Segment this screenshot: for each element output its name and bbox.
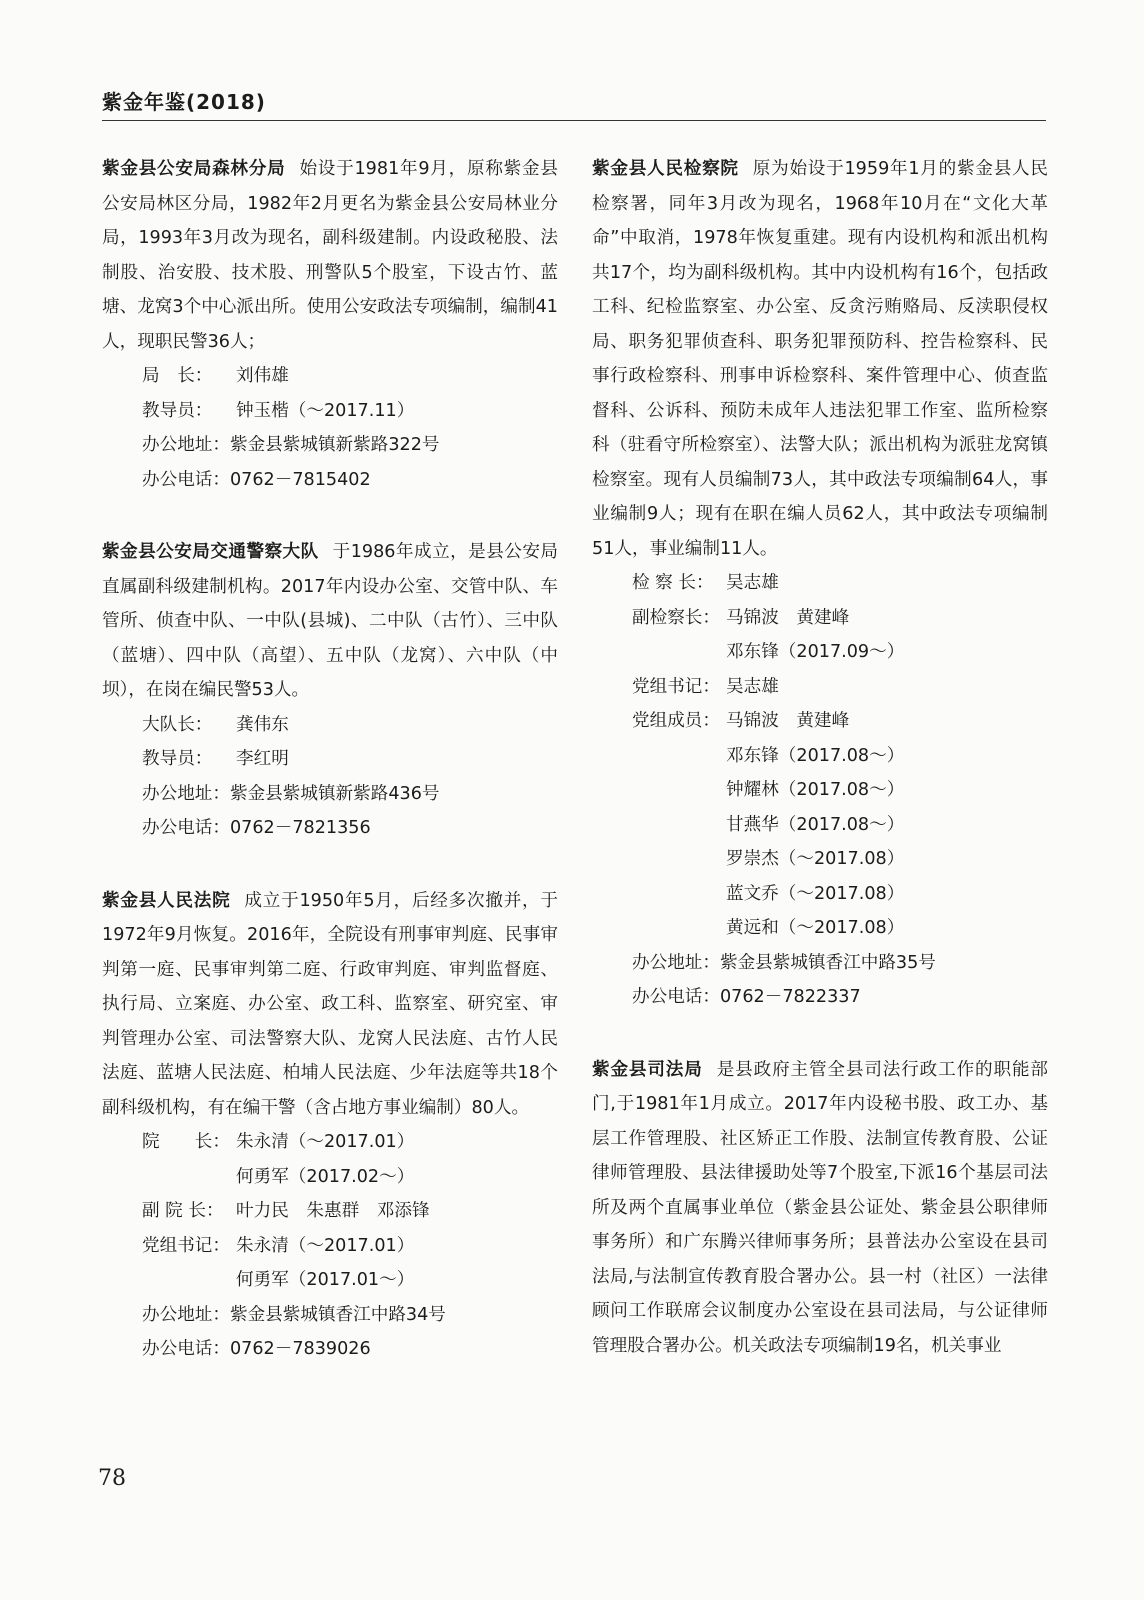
- entry-traffic-police: [102, 535, 558, 846]
- entry-people-court: [102, 884, 558, 1367]
- personnel-row: [102, 394, 558, 429]
- person-name: 罗崇杰（～2017.08）: [726, 849, 905, 869]
- entry-description: 是县政府主管全县司法行政工作的职能部门,于1981年1月成立。2017年内设秘书股、政工办、基层工作管理股、社区矫正工作股、法制宣传教育股、公证律师管理股、县法律援助处等7个股室,下派16个基层司法所及两个直属事业单位（紫金县公证处、紫金县公职律师事务所）和广东腾兴律师事务所；县普法办公室设在县司法局,与法制宣传教育股合署办公。县一村（社区）一法律顾问工作联席会议制度办公室设在县司法局，与公证律师管理股合署办公。机关政法专项编制19名，机关事业: [592, 1059, 1048, 1356]
- role-label: 检 察 长：: [632, 573, 714, 593]
- role-label: [632, 635, 726, 670]
- personnel-list: [102, 1125, 558, 1298]
- personnel-row: [592, 670, 1048, 705]
- person-name: 刘伟雄: [236, 366, 289, 386]
- person-name: 邓东锋（2017.09～）: [726, 642, 905, 662]
- office-address: 办公地址：紫金县紫城镇香江中路34号: [142, 1304, 446, 1325]
- personnel-row: [592, 911, 1048, 946]
- role-label: [142, 1160, 236, 1195]
- person-name: 马锦波 黄建峰: [726, 607, 850, 628]
- personnel-row: [102, 742, 558, 777]
- person-name: 叶力民 朱惠群 邓添锋: [236, 1201, 430, 1221]
- person-name: 何勇军（2017.02～）: [236, 1166, 415, 1187]
- entry-text: [102, 884, 558, 1126]
- entry-text: [592, 1053, 1048, 1364]
- page-number: 78: [98, 1466, 126, 1491]
- role-label: 教导员：: [142, 749, 213, 769]
- entry-text: [592, 152, 1048, 566]
- entry-description: 成立于1950年5月，后经多次撤并，于1972年9月恢复。2016年，全院设有刑事审判庭、民事审判第一庭、民事审判第二庭、行政审判庭、审判监督庭、执行局、立案庭、办公室、政工科、监察室、研究室、审判管理办公室、司法警察大队、龙窝人民法庭、古竹人民法庭、蓝塘人民法庭、柏埔人民法庭、少年法庭等共18个副科级机构，有在编干警（含占地方事业编制）80人。: [102, 890, 558, 1118]
- person-name: 何勇军（2017.01～）: [236, 1270, 415, 1290]
- role-label: 党组书记：: [632, 676, 720, 697]
- person-name: 吴志雄: [726, 573, 779, 593]
- personnel-row: [592, 739, 1048, 774]
- personnel-list: [592, 566, 1048, 946]
- office-phone: 办公电话：0762－7839026: [142, 1339, 371, 1359]
- entry-name: 紫金县司法局: [592, 1059, 703, 1080]
- entry-justice-bureau: [592, 1053, 1048, 1364]
- office-phone: 办公电话：0762－7815402: [142, 469, 371, 490]
- personnel-row: [102, 1229, 558, 1264]
- person-name: 蓝文乔（～2017.08）: [726, 883, 905, 904]
- personnel-row: [592, 704, 1048, 739]
- role-label: [632, 773, 726, 808]
- entry-description: 于1986年成立，是县公安局直属副科级建制机构。2017年内设办公室、交管中队、车管所、侦查中队、一中队(县城)、二中队（古竹）、三中队（蓝塘）、四中队（高望）、五中队（龙窝）、六中队（中坝），在岗在编民警53人。: [102, 542, 558, 700]
- office-phone: 办公电话：0762－7821356: [142, 818, 371, 838]
- entry-name: 紫金县人民法院: [102, 890, 231, 911]
- entry-name: 紫金县人民检察院: [592, 159, 739, 179]
- role-label: 副 院 长：: [142, 1201, 224, 1221]
- personnel-row: [592, 601, 1048, 636]
- role-label: 院 长：: [142, 1132, 230, 1152]
- personnel-row: [592, 842, 1048, 877]
- office-address: 办公地址：紫金县紫城镇香江中路35号: [632, 952, 936, 973]
- role-label: 教导员：: [142, 400, 213, 421]
- personnel-list: [102, 708, 558, 777]
- person-name: 朱永清（～2017.01）: [236, 1235, 415, 1256]
- office-phone: 办公电话：0762－7822337: [632, 987, 861, 1007]
- role-label: 局 长：: [142, 366, 213, 386]
- entry-text: [102, 535, 558, 708]
- entry-text: [102, 152, 558, 359]
- role-label: [142, 1263, 236, 1298]
- person-name: 李红明: [236, 749, 289, 769]
- entry-description: 始设于1981年9月，原称紫金县公安局林区分局，1982年2月更名为紫金县公安局林业分局，1993年3月改为现名，副科级建制。内设政秘股、法制股、治安股、技术股、刑警队5个股室，下设古竹、蓝塘、龙窝3个中心派出所。使用公安政法专项编制，编制41人，现职民警36人；: [102, 159, 558, 352]
- personnel-list: [102, 359, 558, 428]
- person-name: 黄远和（～2017.08）: [726, 918, 905, 938]
- person-name: 马锦波 黄建峰: [726, 711, 850, 731]
- personnel-row: [592, 635, 1048, 670]
- person-name: 钟耀林（2017.08～）: [726, 780, 905, 800]
- entry-forest-police: [102, 152, 558, 497]
- yearbook-title: 紫金年鉴(2018): [102, 90, 266, 114]
- role-label: 副检察长：: [632, 607, 720, 628]
- role-label: 大队长：: [142, 714, 213, 735]
- person-name: 吴志雄: [726, 676, 779, 697]
- person-name: 甘燕华（2017.08～）: [726, 814, 905, 835]
- personnel-row: [102, 359, 558, 394]
- right-column: [592, 152, 1048, 1401]
- role-label: [632, 739, 726, 774]
- personnel-row: [592, 877, 1048, 912]
- office-address: 办公地址：紫金县紫城镇新紫路436号: [142, 783, 440, 804]
- header-rule: [102, 120, 1046, 121]
- personnel-row: [102, 1125, 558, 1160]
- personnel-row: [592, 808, 1048, 843]
- role-label: [632, 877, 726, 912]
- office-address: 办公地址：紫金县紫城镇新紫路322号: [142, 435, 440, 455]
- role-label: [632, 808, 726, 843]
- personnel-row: [102, 708, 558, 743]
- person-name: 钟玉楷（～2017.11）: [236, 400, 415, 421]
- role-label: [632, 842, 726, 877]
- role-label: 党组书记：: [142, 1235, 230, 1256]
- running-header: [102, 86, 1046, 115]
- role-label: 党组成员：: [632, 711, 720, 731]
- personnel-row: [102, 1263, 558, 1298]
- person-name: 邓东锋（2017.08～）: [726, 745, 905, 766]
- entry-procuratorate: [592, 152, 1048, 1015]
- personnel-row: [592, 773, 1048, 808]
- person-name: 朱永清（～2017.01）: [236, 1132, 415, 1152]
- entry-name: 紫金县公安局交通警察大队: [102, 542, 319, 562]
- left-column: [102, 152, 558, 1405]
- role-label: [632, 911, 726, 946]
- entry-name: 紫金县公安局森林分局: [102, 159, 286, 179]
- entry-description: 原为始设于1959年1月的紫金县人民检察署，同年3月改为现名，1968年10月在“文化大革命”中取消，1978年恢复重建。现有内设机构和派出机构共17个，均为副科级机构。其中内设机构有16个，包括政工科、纪检监察室、办公室、反贪污贿赂局、反渎职侵权局、职务犯罪侦查科、职务犯罪预防科、控告检察科、民事行政检察科、刑事申诉检察科、案件管理中心、侦查监督科、公诉科、预防未成年人违法犯罪工作室、监所检察科（驻看守所检察室）、法警大队；派出机构为派驻龙窝镇检察室。现有人员编制73人，其中政法专项编制64人，事业编制9人；现有在职在编人员62人，其中政法专项编制51人，事业编制11人。: [592, 159, 1048, 559]
- personnel-row: [102, 1194, 558, 1229]
- person-name: 龚伟东: [236, 714, 289, 735]
- personnel-row: [102, 1160, 558, 1195]
- personnel-row: [592, 566, 1048, 601]
